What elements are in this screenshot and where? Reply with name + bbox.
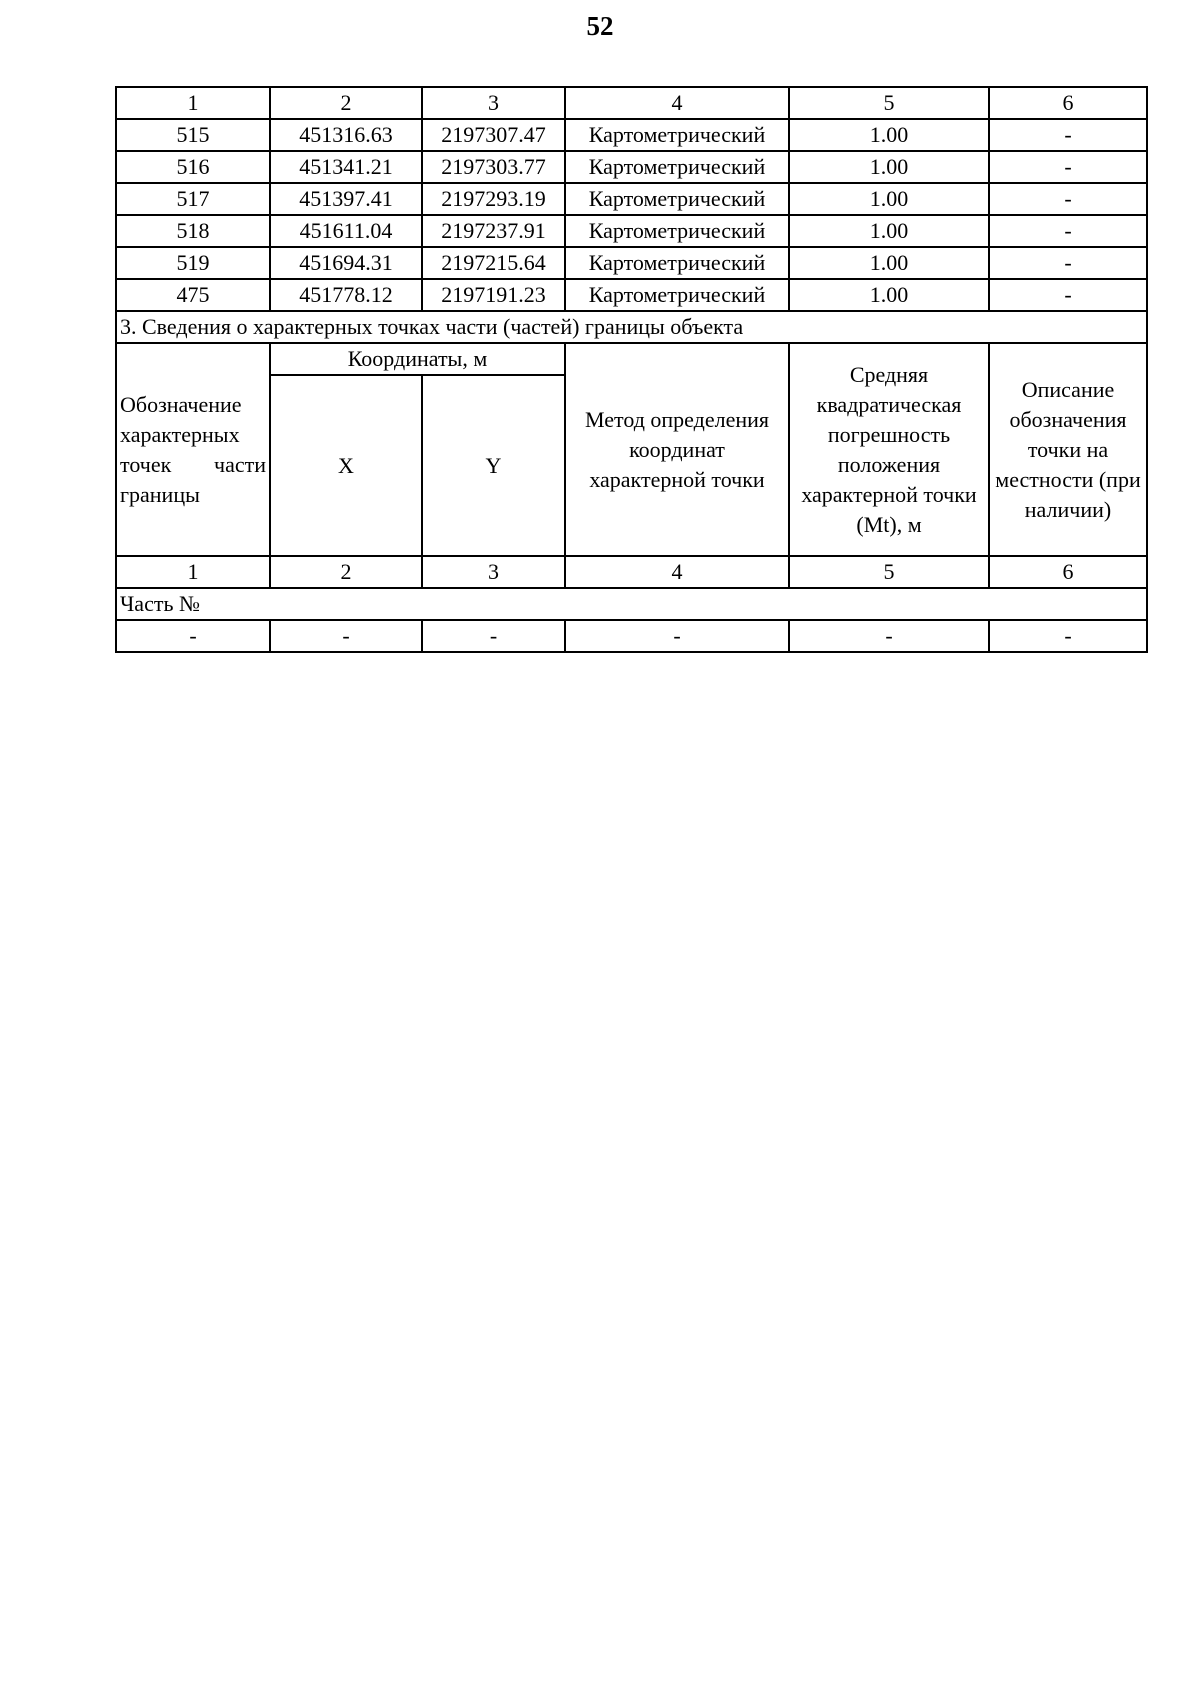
x-cell: 451341.21 (270, 151, 422, 183)
method-cell: Картометрический (565, 215, 789, 247)
y-cell: 2197215.64 (422, 247, 565, 279)
empty-cell: - (422, 620, 565, 652)
method-cell: Картометрический (565, 151, 789, 183)
column-number-row (116, 87, 1147, 119)
header-x: X (270, 375, 422, 556)
column-number: 1 (116, 556, 270, 588)
page-number: 52 (586, 11, 614, 41)
description-cell: - (989, 279, 1147, 311)
part-label: Часть № (116, 588, 1147, 620)
mt-cell: 1.00 (789, 151, 989, 183)
header-mt: Средняя квадратическая погрешность положения характерной точки (Mt), м (789, 343, 989, 556)
header-designation: Обозначение характерных точек части границы (116, 343, 270, 556)
table-row (116, 247, 1147, 279)
column-number: 5 (789, 87, 989, 119)
mt-cell: 1.00 (789, 247, 989, 279)
section-title-row (116, 311, 1147, 343)
y-cell: 2197293.19 (422, 183, 565, 215)
column-number: 4 (565, 87, 789, 119)
header-coordinates: Координаты, м (270, 343, 565, 375)
column-number-row (116, 556, 1147, 588)
y-cell: 2197303.77 (422, 151, 565, 183)
mt-cell: 1.00 (789, 279, 989, 311)
header-description: Описание обозначения точки на местности (при наличии) (989, 343, 1147, 556)
empty-cell: - (789, 620, 989, 652)
column-number: 2 (270, 556, 422, 588)
table-row (116, 151, 1147, 183)
column-number: 4 (565, 556, 789, 588)
column-number: 1 (116, 87, 270, 119)
point-cell: 516 (116, 151, 270, 183)
boundary-points-table (115, 86, 1148, 653)
mt-cell: 1.00 (789, 183, 989, 215)
column-number: 6 (989, 87, 1147, 119)
point-cell: 519 (116, 247, 270, 279)
point-cell: 515 (116, 119, 270, 151)
description-cell: - (989, 119, 1147, 151)
method-cell: Картометрический (565, 279, 789, 311)
empty-cell: - (989, 620, 1147, 652)
column-number: 2 (270, 87, 422, 119)
empty-cell: - (270, 620, 422, 652)
x-cell: 451694.31 (270, 247, 422, 279)
header-row-top (116, 343, 1147, 375)
header-method: Метод определения координат характерной точки (565, 343, 789, 556)
section-title: 3. Сведения о характерных точках части (частей) границы объекта (116, 311, 1147, 343)
description-cell: - (989, 183, 1147, 215)
y-cell: 2197307.47 (422, 119, 565, 151)
description-cell: - (989, 247, 1147, 279)
mt-cell: 1.00 (789, 119, 989, 151)
method-cell: Картометрический (565, 119, 789, 151)
y-cell: 2197237.91 (422, 215, 565, 247)
empty-cell: - (565, 620, 789, 652)
method-cell: Картометрический (565, 183, 789, 215)
point-cell: 517 (116, 183, 270, 215)
description-cell: - (989, 215, 1147, 247)
column-number: 3 (422, 556, 565, 588)
empty-cell: - (116, 620, 270, 652)
column-number: 6 (989, 556, 1147, 588)
point-cell: 475 (116, 279, 270, 311)
column-number: 5 (789, 556, 989, 588)
x-cell: 451778.12 (270, 279, 422, 311)
table-row (116, 620, 1147, 652)
method-cell: Картометрический (565, 247, 789, 279)
point-cell: 518 (116, 215, 270, 247)
header-y: Y (422, 375, 565, 556)
mt-cell: 1.00 (789, 215, 989, 247)
x-cell: 451316.63 (270, 119, 422, 151)
table-row (116, 119, 1147, 151)
table-row (116, 215, 1147, 247)
part-row (116, 588, 1147, 620)
table-row (116, 279, 1147, 311)
description-cell: - (989, 151, 1147, 183)
column-number: 3 (422, 87, 565, 119)
table-row (116, 183, 1147, 215)
x-cell: 451611.04 (270, 215, 422, 247)
x-cell: 451397.41 (270, 183, 422, 215)
y-cell: 2197191.23 (422, 279, 565, 311)
